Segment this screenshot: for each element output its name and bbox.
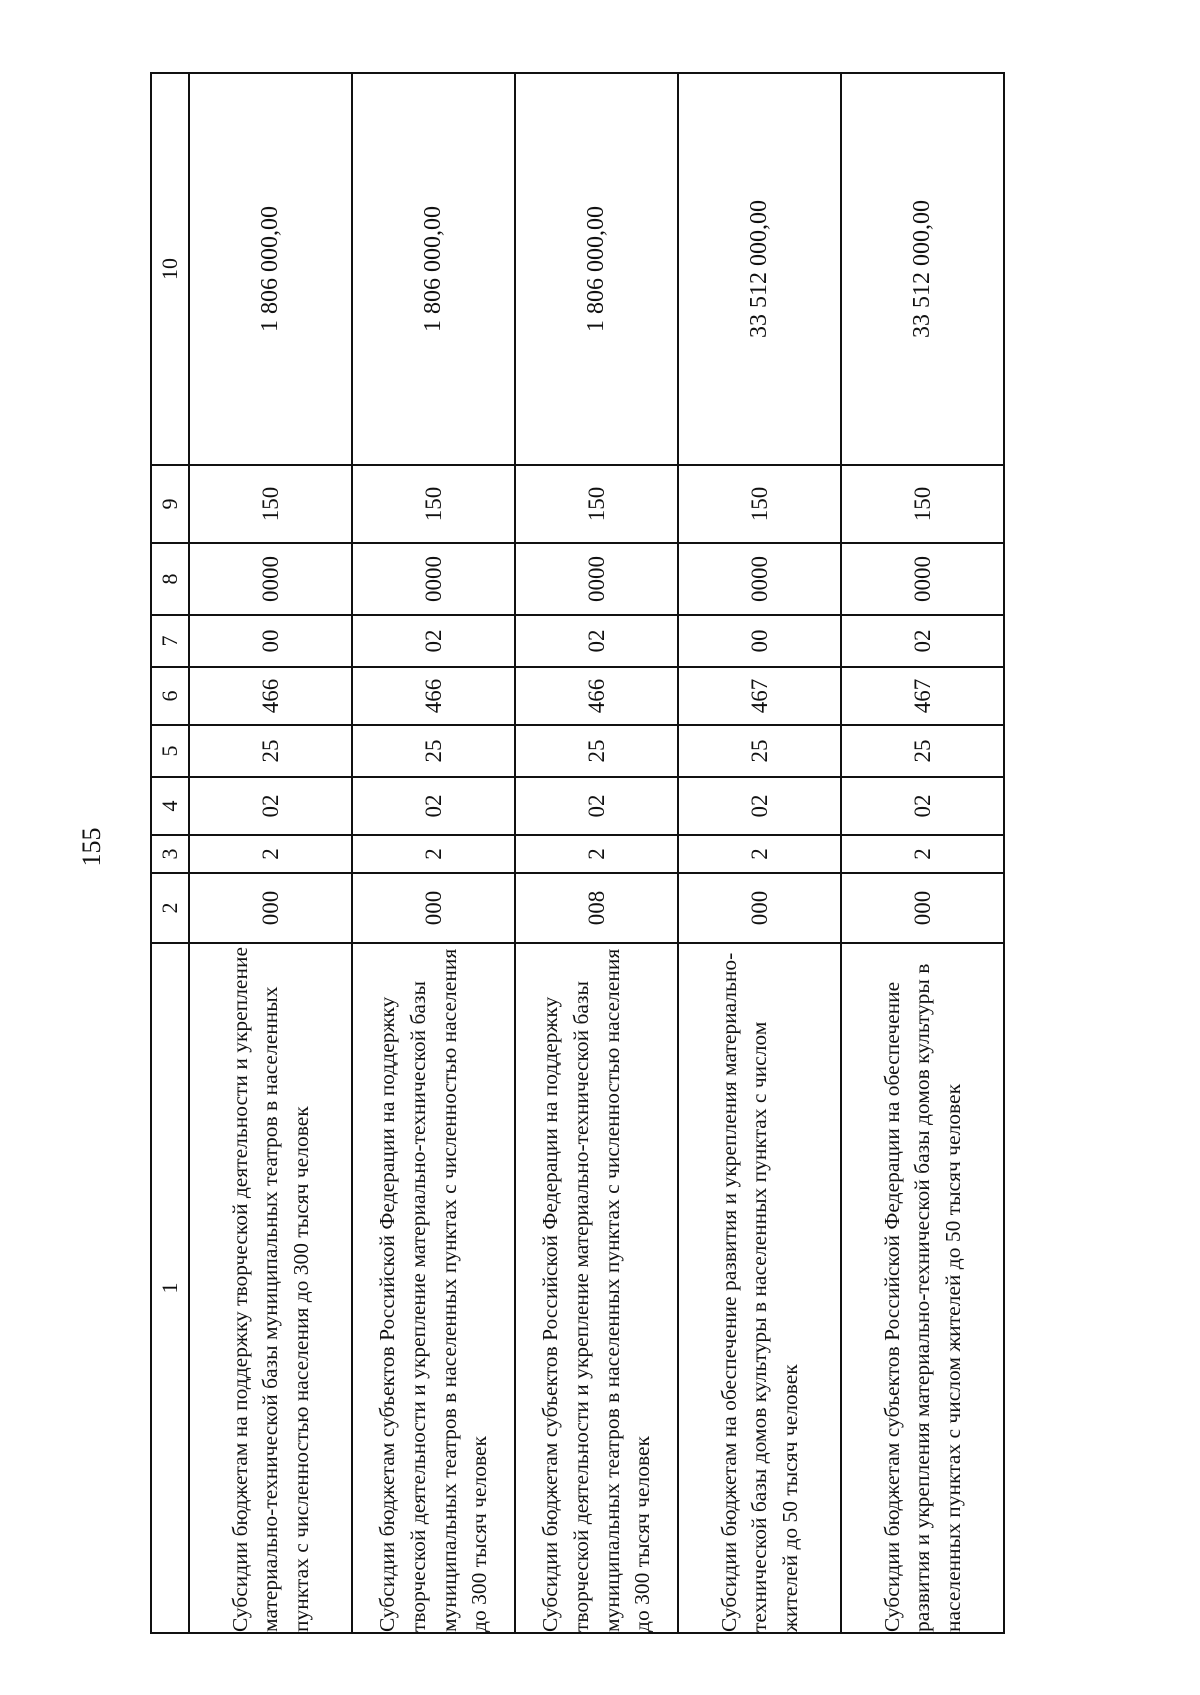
column-header-6: 6 (151, 667, 189, 725)
code-cell: 25 (678, 725, 841, 777)
row-description: Субсидии бюджетам субъектов Российской Федерации на поддержку творческой деятельности и укрепление материально-технической базы муниципальных театров в населенных пунктах с численностью населения до 300 тысяч человек (515, 943, 678, 1633)
code-cell: 150 (841, 465, 1004, 543)
code-cell: 150 (352, 465, 515, 543)
column-header-7: 7 (151, 615, 189, 667)
row-description: Субсидии бюджетам субъектов Российской Федерации на поддержку творческой деятельности и укрепление материально-технической базы муниципальных театров в населенных пунктах с численностью населения до 300 тысяч человек (352, 943, 515, 1633)
page-number: 155 (77, 827, 106, 867)
table-row (678, 73, 841, 1633)
code-cell: 25 (515, 725, 678, 777)
column-header-8: 8 (151, 543, 189, 615)
code-cell: 466 (352, 667, 515, 725)
code-cell: 000 (189, 873, 352, 943)
code-cell: 150 (189, 465, 352, 543)
code-cell: 02 (515, 777, 678, 835)
column-header-9: 9 (151, 465, 189, 543)
column-header-5: 5 (151, 725, 189, 777)
code-cell: 02 (841, 615, 1004, 667)
table-row (841, 73, 1004, 1633)
code-cell: 2 (841, 835, 1004, 873)
code-cell: 0000 (189, 543, 352, 615)
code-cell: 25 (189, 725, 352, 777)
table-row (189, 73, 352, 1633)
row-description: Субсидии бюджетам субъектов Российской Федерации на обеспечение развития и укрепления материально-технической базы домов культуры в населенных пунктах с числом жителей до 50 тысяч человек (841, 943, 1004, 1633)
code-cell: 00 (678, 615, 841, 667)
code-cell: 2 (515, 835, 678, 873)
code-cell: 150 (678, 465, 841, 543)
code-cell: 467 (678, 667, 841, 725)
header-row (151, 73, 189, 1633)
code-cell: 0000 (352, 543, 515, 615)
code-cell: 02 (189, 777, 352, 835)
code-cell: 466 (189, 667, 352, 725)
code-cell: 02 (678, 777, 841, 835)
budget-table (150, 72, 1005, 1634)
column-header-10: 10 (151, 73, 189, 465)
row-description: Субсидии бюджетам на поддержку творческой деятельности и укрепление материально-технической базы муниципальных театров в населенных пунктах с численностью населения до 300 тысяч человек (189, 943, 352, 1633)
row-description: Субсидии бюджетам на обеспечение развития и укрепления материально-технической базы домов культуры в населенных пунктах с числом жителей до 50 тысяч человек (678, 943, 841, 1633)
code-cell: 467 (841, 667, 1004, 725)
column-header-1: 1 (151, 943, 189, 1633)
table-row (352, 73, 515, 1633)
code-cell: 0000 (841, 543, 1004, 615)
column-header-4: 4 (151, 777, 189, 835)
code-cell: 02 (352, 615, 515, 667)
amount-cell: 33 512 000,00 (678, 73, 841, 465)
column-header-2: 2 (151, 873, 189, 943)
amount-cell: 1 806 000,00 (189, 73, 352, 465)
code-cell: 25 (841, 725, 1004, 777)
code-cell: 466 (515, 667, 678, 725)
code-cell: 0000 (515, 543, 678, 615)
code-cell: 000 (841, 873, 1004, 943)
code-cell: 0000 (678, 543, 841, 615)
code-cell: 2 (678, 835, 841, 873)
code-cell: 150 (515, 465, 678, 543)
code-cell: 00 (189, 615, 352, 667)
amount-cell: 1 806 000,00 (352, 73, 515, 465)
code-cell: 25 (352, 725, 515, 777)
amount-cell: 33 512 000,00 (841, 73, 1004, 465)
column-header-3: 3 (151, 835, 189, 873)
code-cell: 02 (841, 777, 1004, 835)
rotated-table-container (150, 74, 1002, 1634)
code-cell: 02 (352, 777, 515, 835)
code-cell: 000 (352, 873, 515, 943)
table-row (515, 73, 678, 1633)
code-cell: 2 (189, 835, 352, 873)
code-cell: 2 (352, 835, 515, 873)
code-cell: 02 (515, 615, 678, 667)
code-cell: 000 (678, 873, 841, 943)
code-cell: 008 (515, 873, 678, 943)
amount-cell: 1 806 000,00 (515, 73, 678, 465)
